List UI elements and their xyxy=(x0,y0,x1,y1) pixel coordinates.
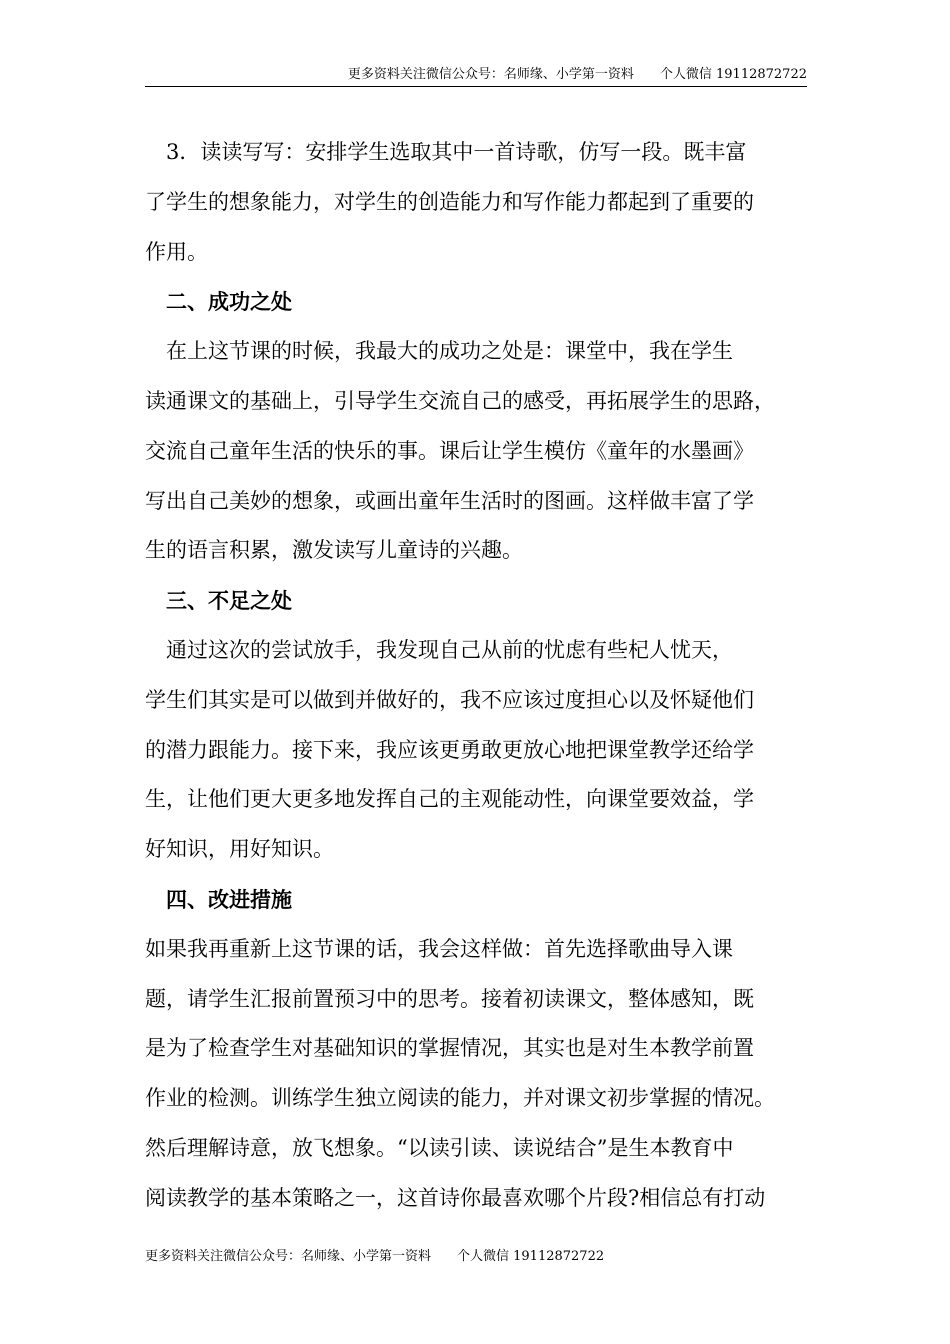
body-line: 好知识，用好知识。 xyxy=(145,837,334,862)
body-line: 生的语言积累，激发读写儿童诗的兴趣。 xyxy=(145,538,523,563)
body-line: 交流自己童年生活的快乐的事。课后让学生模仿《童年的水墨画》 xyxy=(145,438,754,463)
section-heading: 二、成功之处 xyxy=(145,289,292,315)
body-line: 题，请学生汇报前置预习中的思考。接着初读课文，整体感知，既 xyxy=(145,986,754,1011)
body-line: 写出自己美妙的想象，或画出童年生活时的图画。这样做丰富了学 xyxy=(145,488,754,513)
section-heading: 三、不足之处 xyxy=(145,588,292,614)
body-line: 通过这次的尝试放手，我发现自己从前的忧虑有些杞人忧天， xyxy=(145,637,733,662)
body-line: 如果我再重新上这节课的话，我会这样做：首先选择歌曲导入课 xyxy=(145,936,733,961)
body-line: 是为了检查学生对基础知识的掌握情况，其实也是对生本教学前置 xyxy=(145,1036,754,1061)
body-line: 作业的检测。训练学生独立阅读的能力，并对课文初步掌握的情况。 xyxy=(145,1086,775,1111)
body-line: 3．读读写写：安排学生选取其中一首诗歌，仿写一段。既丰富 xyxy=(145,140,747,164)
body-line: 在上这节课的时候，我最大的成功之处是：课堂中，我在学生 xyxy=(145,339,733,364)
body-line: 的潜力跟能力。接下来，我应该更勇敢更放心地把课堂教学还给学 xyxy=(145,737,754,762)
page-header: 更多资料关注微信公众号：名师缘、小学第一资料 个人微信 19112872722 xyxy=(347,67,807,82)
body-line: 生，让他们更大更多地发挥自己的主观能动性，向课堂要效益，学 xyxy=(145,787,754,812)
document-body xyxy=(145,128,825,1224)
page-footer: 更多资料关注微信公众号：名师缘、小学第一资料 个人微信 19112872722 xyxy=(145,1249,605,1264)
body-line: 学生们其实是可以做到并做好的，我不应该过度担心以及怀疑他们 xyxy=(145,687,754,712)
body-line: 读通课文的基础上，引导学生交流自己的感受，再拓展学生的思路， xyxy=(145,388,775,413)
body-line: 然后理解诗意，放飞想象。“以读引读、读说结合”是生本教育中 xyxy=(145,1135,734,1160)
body-line: 作用。 xyxy=(145,239,208,264)
section-heading: 四、改进措施 xyxy=(145,886,292,912)
body-line: 了学生的想象能力，对学生的创造能力和写作能力都起到了重要的 xyxy=(145,189,754,214)
body-line: 阅读教学的基本策略之一，这首诗你最喜欢哪个片段?相信总有打动 xyxy=(145,1185,766,1210)
header-divider xyxy=(145,86,807,87)
